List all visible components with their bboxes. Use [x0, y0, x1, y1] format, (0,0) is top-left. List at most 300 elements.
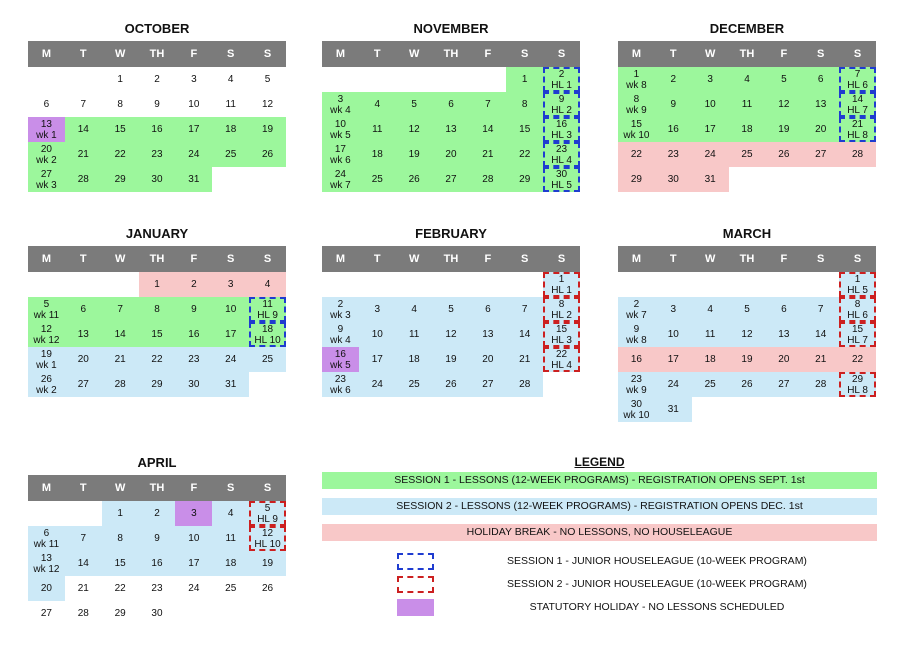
day-cell [618, 167, 655, 192]
day-number: 7 [817, 304, 824, 315]
month-title: MARCH [722, 226, 772, 241]
day-number: 21 [815, 354, 827, 365]
day-cell [249, 142, 286, 167]
day-number: 5 [781, 74, 787, 85]
day-number: 2 [191, 279, 197, 290]
day-cell [175, 526, 212, 551]
day-cell [102, 92, 139, 117]
day-number: 3 [707, 74, 713, 85]
day-cell [139, 117, 176, 142]
day-cell [802, 92, 839, 117]
day-cell [396, 92, 433, 117]
day-cell [692, 297, 729, 322]
day-sublabel: HL 4 [551, 359, 572, 371]
day-number: 20 [77, 354, 89, 365]
day-header: T [373, 48, 381, 60]
day-number: 14 [519, 329, 531, 340]
day-number: 22 [630, 149, 642, 160]
day-number: 16 [151, 558, 163, 569]
day-number: 15 [630, 118, 642, 130]
day-cell [249, 322, 286, 347]
day-cell [506, 117, 543, 142]
day-header: TH [443, 48, 459, 60]
day-cell [139, 372, 176, 397]
day-number: 25 [741, 149, 753, 160]
day-number: 6 [781, 304, 787, 315]
day-sublabel: wk 2 [36, 154, 57, 166]
day-cell [802, 142, 839, 167]
day-cell [249, 117, 286, 142]
day-number: 30 [630, 398, 642, 410]
day-number: 2 [633, 298, 640, 310]
day-cell [433, 322, 470, 347]
day-cell [28, 297, 65, 322]
day-header: TH [149, 48, 165, 60]
day-cell [729, 322, 766, 347]
day-header: F [190, 253, 198, 265]
day-cell [212, 526, 249, 551]
day-sublabel: wk 3 [330, 309, 351, 321]
day-header: S [263, 48, 272, 60]
day-cell [802, 67, 839, 92]
day-cell [139, 551, 176, 576]
day-cell [175, 92, 212, 117]
day-number: 3 [374, 304, 381, 315]
day-cell [139, 67, 176, 92]
day-sublabel: HL 7 [847, 334, 868, 346]
empty-cell [396, 67, 433, 92]
day-cell [765, 92, 802, 117]
day-number: 21 [77, 583, 89, 594]
day-cell [692, 142, 729, 167]
day-number: 26 [408, 174, 420, 185]
month-grid [28, 501, 286, 626]
day-number: 10 [188, 533, 200, 544]
day-number: 11 [704, 329, 716, 340]
day-cell [28, 576, 65, 601]
empty-cell [28, 501, 65, 526]
day-cell [212, 501, 249, 526]
day-header: F [190, 482, 198, 494]
day-cell [655, 322, 692, 347]
day-cell [802, 372, 839, 397]
day-cell [322, 297, 359, 322]
day-header: TH [149, 482, 165, 494]
day-cell [396, 322, 433, 347]
day-number: 23 [188, 354, 200, 365]
empty-cell [729, 167, 766, 192]
day-number: 28 [77, 174, 89, 185]
day-cell [618, 397, 655, 422]
day-sublabel: wk 7 [626, 309, 647, 321]
empty-cell [65, 272, 102, 297]
legend-session1-lessons: SESSION 1 - LESSONS (12-WEEK PROGRAMS) - REGISTRATION OPENS SEPT. 1st [322, 472, 877, 489]
day-number: 15 [852, 323, 864, 335]
month-title: NOVEMBER [413, 21, 489, 36]
empty-cell [692, 397, 729, 422]
day-cell [139, 167, 176, 192]
day-header: W [408, 253, 420, 265]
day-number: 12 [741, 329, 753, 340]
day-cell [506, 347, 543, 372]
day-cell [175, 347, 212, 372]
day-number: 12 [262, 99, 274, 110]
day-number: 10 [188, 99, 200, 110]
day-header: W [704, 253, 716, 265]
blue-dashed-swatch [397, 553, 434, 570]
day-sublabel: wk 5 [330, 129, 351, 141]
day-cell [618, 67, 655, 92]
day-sublabel: HL 7 [847, 104, 868, 116]
day-number: 19 [40, 348, 52, 360]
day-number: 5 [448, 304, 454, 315]
day-number: 22 [114, 583, 126, 594]
day-cell [433, 117, 470, 142]
day-cell [692, 92, 729, 117]
day-number: 26 [741, 379, 753, 390]
day-cell [28, 551, 65, 576]
day-number: 4 [744, 74, 750, 85]
day-header: M [335, 253, 345, 265]
empty-cell [506, 272, 543, 297]
day-number: 13 [445, 124, 457, 135]
day-cell [469, 372, 506, 397]
day-number: 22 [114, 149, 126, 160]
day-cell [28, 601, 65, 626]
day-cell [396, 142, 433, 167]
day-number: 6 [448, 99, 454, 110]
day-number: 21 [852, 118, 864, 130]
day-cell [506, 142, 543, 167]
day-number: 9 [154, 533, 160, 544]
day-cell [396, 117, 433, 142]
day-number: 14 [114, 329, 126, 340]
day-cell [102, 372, 139, 397]
day-number: 13 [482, 329, 494, 340]
day-number: 3 [191, 508, 197, 519]
day-cell [212, 372, 249, 397]
day-cell [65, 297, 102, 322]
day-number: 20 [40, 143, 52, 155]
day-cell [102, 551, 139, 576]
day-cell [249, 501, 286, 526]
empty-cell [618, 272, 655, 297]
day-number: 1 [558, 273, 565, 285]
day-number: 3 [670, 304, 677, 315]
day-cell [322, 92, 359, 117]
day-cell [359, 92, 396, 117]
day-cell [839, 372, 876, 397]
day-number: 27 [40, 168, 52, 180]
day-cell [802, 117, 839, 142]
month-october [28, 18, 286, 192]
day-number: 23 [667, 149, 679, 160]
empty-cell [729, 272, 766, 297]
day-header-row [322, 246, 580, 272]
day-sublabel: HL 10 [254, 538, 281, 550]
day-number: 27 [778, 379, 790, 390]
day-number: 13 [815, 99, 827, 110]
day-cell [506, 67, 543, 92]
day-cell [839, 297, 876, 322]
day-cell [543, 167, 580, 192]
day-sublabel: wk 9 [626, 384, 647, 396]
day-cell [802, 322, 839, 347]
day-number: 25 [262, 354, 274, 365]
day-number: 8 [521, 99, 528, 110]
day-sublabel: wk 7 [330, 179, 351, 191]
empty-cell [433, 67, 470, 92]
day-cell [212, 92, 249, 117]
day-sublabel: HL 8 [847, 384, 868, 396]
day-number: 3 [227, 279, 234, 290]
day-cell [618, 372, 655, 397]
day-cell [102, 322, 139, 347]
purple-swatch [397, 599, 434, 616]
day-cell [692, 347, 729, 372]
day-header: M [41, 48, 51, 60]
day-number: 15 [114, 124, 126, 135]
day-header: S [557, 48, 566, 60]
day-cell [765, 372, 802, 397]
day-number: 17 [225, 329, 237, 340]
red-dashed-swatch [397, 576, 434, 593]
day-number: 19 [408, 149, 420, 160]
day-number: 16 [556, 118, 568, 130]
day-cell [433, 297, 470, 322]
day-number: 27 [40, 608, 52, 619]
day-cell [175, 67, 212, 92]
day-cell [139, 322, 176, 347]
day-number: 4 [227, 74, 234, 85]
day-cell [175, 297, 212, 322]
day-cell [433, 92, 470, 117]
day-cell [249, 551, 286, 576]
day-cell [396, 372, 433, 397]
day-number: 7 [521, 304, 528, 315]
day-header: S [263, 253, 272, 265]
day-cell [65, 576, 102, 601]
day-cell [249, 272, 286, 297]
day-cell [506, 297, 543, 322]
day-header: F [484, 48, 492, 60]
day-number: 7 [80, 533, 87, 544]
day-number: 12 [445, 329, 457, 340]
day-number: 24 [188, 149, 200, 160]
month-february [322, 223, 580, 397]
month-november [322, 18, 580, 192]
day-number: 4 [264, 279, 271, 290]
month-grid [322, 67, 580, 192]
day-cell [322, 167, 359, 192]
day-number: 4 [227, 508, 234, 519]
day-number: 23 [556, 143, 568, 155]
day-cell [28, 347, 65, 372]
legend-session2-houseleague [322, 573, 877, 596]
day-number: 2 [337, 298, 344, 310]
day-cell [175, 501, 212, 526]
day-cell [359, 167, 396, 192]
day-header-row [322, 41, 580, 67]
day-number: 26 [40, 373, 52, 385]
day-number: 29 [630, 174, 642, 185]
day-cell [433, 142, 470, 167]
day-number: 15 [519, 124, 531, 135]
day-cell [839, 272, 876, 297]
day-number: 29 [852, 373, 864, 385]
day-number: 14 [815, 329, 827, 340]
day-cell [692, 167, 729, 192]
month-title: DECEMBER [709, 21, 785, 36]
legend [322, 452, 877, 619]
day-number: 23 [630, 373, 642, 385]
day-cell [212, 117, 249, 142]
day-number: 19 [445, 354, 457, 365]
day-number: 11 [741, 99, 753, 110]
day-number: 20 [40, 583, 52, 594]
day-cell [618, 347, 655, 372]
day-header: W [704, 48, 716, 60]
day-number: 10 [371, 329, 383, 340]
day-cell [839, 142, 876, 167]
day-number: 16 [334, 348, 346, 360]
day-number: 9 [558, 93, 565, 105]
day-cell [249, 526, 286, 551]
day-cell [506, 322, 543, 347]
day-number: 8 [154, 304, 160, 315]
day-number: 29 [114, 174, 126, 185]
day-number: 7 [80, 99, 87, 110]
day-cell [139, 601, 176, 626]
day-number: 12 [408, 124, 420, 135]
day-number: 29 [519, 174, 531, 185]
day-number: 20 [778, 354, 790, 365]
day-sublabel: wk 1 [36, 129, 57, 141]
day-cell [359, 142, 396, 167]
day-sublabel: HL 1 [551, 79, 572, 91]
day-number: 18 [741, 124, 753, 135]
day-number: 18 [704, 354, 716, 365]
day-header: S [557, 253, 566, 265]
day-number: 21 [114, 354, 126, 365]
day-header: TH [443, 253, 459, 265]
day-header: W [114, 253, 126, 265]
day-sublabel: wk 4 [330, 104, 351, 116]
day-number: 8 [633, 93, 640, 105]
day-number: 18 [225, 124, 237, 135]
day-sublabel: wk 11 [33, 538, 60, 550]
day-header: T [79, 482, 87, 494]
day-cell [692, 372, 729, 397]
day-cell [359, 297, 396, 322]
day-number: 25 [225, 583, 237, 594]
day-number: 4 [411, 304, 417, 315]
day-number: 6 [817, 74, 824, 85]
day-number: 28 [77, 608, 89, 619]
day-number: 9 [337, 323, 344, 335]
day-cell [692, 117, 729, 142]
day-number: 29 [151, 379, 163, 390]
day-number: 5 [43, 298, 50, 310]
day-header: TH [739, 48, 755, 60]
day-number: 16 [667, 124, 679, 135]
day-number: 23 [334, 373, 346, 385]
day-number: 1 [154, 279, 160, 290]
day-cell [322, 117, 359, 142]
empty-cell [212, 601, 249, 626]
day-number: 7 [854, 68, 861, 80]
day-cell [655, 142, 692, 167]
day-cell [359, 322, 396, 347]
day-number: 8 [558, 298, 565, 310]
day-cell [28, 322, 65, 347]
day-header: S [853, 253, 862, 265]
day-number: 22 [852, 354, 864, 365]
day-number: 24 [667, 379, 679, 390]
day-number: 18 [408, 354, 420, 365]
day-cell [249, 347, 286, 372]
day-number: 6 [485, 304, 491, 315]
day-number: 20 [445, 149, 457, 160]
day-header-row [28, 246, 286, 272]
day-cell [396, 297, 433, 322]
day-number: 8 [117, 99, 123, 110]
empty-cell [65, 67, 102, 92]
day-number: 20 [482, 354, 494, 365]
day-cell [729, 372, 766, 397]
day-number: 6 [43, 527, 50, 539]
day-cell [469, 142, 506, 167]
day-cell [102, 501, 139, 526]
day-number: 16 [630, 354, 642, 365]
day-cell [249, 67, 286, 92]
empty-cell [765, 397, 802, 422]
legend-label: SESSION 1 - JUNIOR HOUSELEAGUE (10-WEEK PROGRAM) [507, 555, 807, 567]
legend-session2-lessons: SESSION 2 - LESSONS (12-WEEK PROGRAMS) - REGISTRATION OPENS DEC. 1st [322, 498, 877, 515]
day-cell [729, 117, 766, 142]
day-number: 23 [151, 583, 163, 594]
day-cell [655, 372, 692, 397]
day-number: 31 [188, 174, 200, 185]
day-cell [322, 142, 359, 167]
day-cell [839, 92, 876, 117]
day-sublabel: HL 2 [551, 104, 572, 116]
day-header: T [669, 253, 677, 265]
day-sublabel: wk 11 [33, 309, 60, 321]
month-title: OCTOBER [124, 21, 190, 36]
month-grid [618, 67, 876, 192]
day-number: 31 [667, 404, 679, 415]
day-number: 28 [482, 174, 494, 185]
day-number: 11 [262, 298, 273, 310]
day-sublabel: wk 4 [330, 334, 351, 346]
day-number: 17 [667, 354, 679, 365]
day-number: 30 [667, 174, 679, 185]
day-number: 17 [188, 124, 200, 135]
empty-cell [655, 272, 692, 297]
day-header-row [28, 475, 286, 501]
day-cell [249, 297, 286, 322]
day-number: 17 [704, 124, 716, 135]
day-number: 18 [262, 323, 274, 335]
day-number: 14 [482, 124, 494, 135]
day-header: S [263, 482, 272, 494]
day-cell [65, 142, 102, 167]
day-header: T [373, 253, 381, 265]
month-title: APRIL [137, 455, 177, 470]
day-number: 24 [334, 168, 346, 180]
day-cell [543, 117, 580, 142]
